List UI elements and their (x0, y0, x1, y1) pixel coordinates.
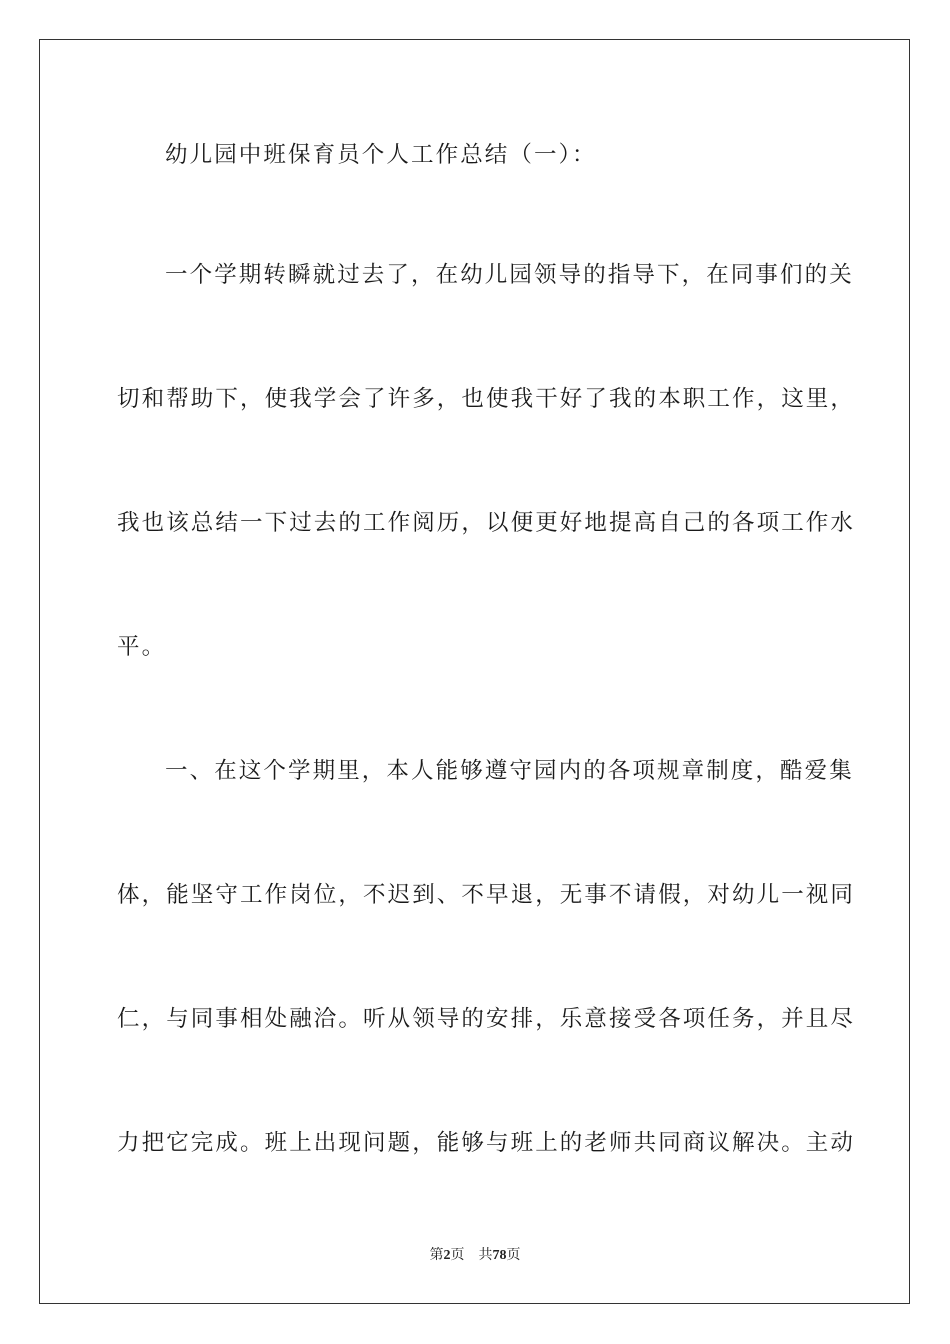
total-suffix: 页 (506, 1248, 521, 1263)
page-number: 2 (443, 1248, 451, 1263)
total-pages: 78 (492, 1248, 507, 1263)
paragraph-line: 仁，与同事相处融洽。听从领导的安排，乐意接受各项任务，并且尽 (117, 1006, 856, 1032)
paragraph-line: 体，能坚守工作岗位，不迟到、不早退，无事不请假，对幼儿一视同 (117, 882, 856, 908)
page-suffix: 页 (450, 1248, 465, 1263)
paragraph-line: 一、在这个学期里，本人能够遵守园内的各项规章制度，酷爱集 (165, 758, 854, 784)
page-border (39, 39, 910, 1304)
paragraph-line: 一个学期转瞬就过去了，在幼儿园领导的指导下，在同事们的关 (165, 262, 854, 288)
paragraph-line: 平。 (117, 634, 167, 660)
total-prefix: 共 (478, 1248, 493, 1263)
page-footer (0, 1246, 950, 1266)
paragraph-line: 我也该总结一下过去的工作阅历，以便更好地提高自己的各项工作水 (117, 510, 856, 536)
paragraph-line: 切和帮助下，使我学会了许多，也使我干好了我的本职工作，这里， (117, 386, 856, 412)
document-title: 幼儿园中班保育员个人工作总结（一）： (165, 142, 597, 168)
page-prefix: 第 (429, 1248, 444, 1263)
paragraph-line: 力把它完成。班上出现问题，能够与班上的老师共同商议解决。主动 (117, 1130, 856, 1156)
